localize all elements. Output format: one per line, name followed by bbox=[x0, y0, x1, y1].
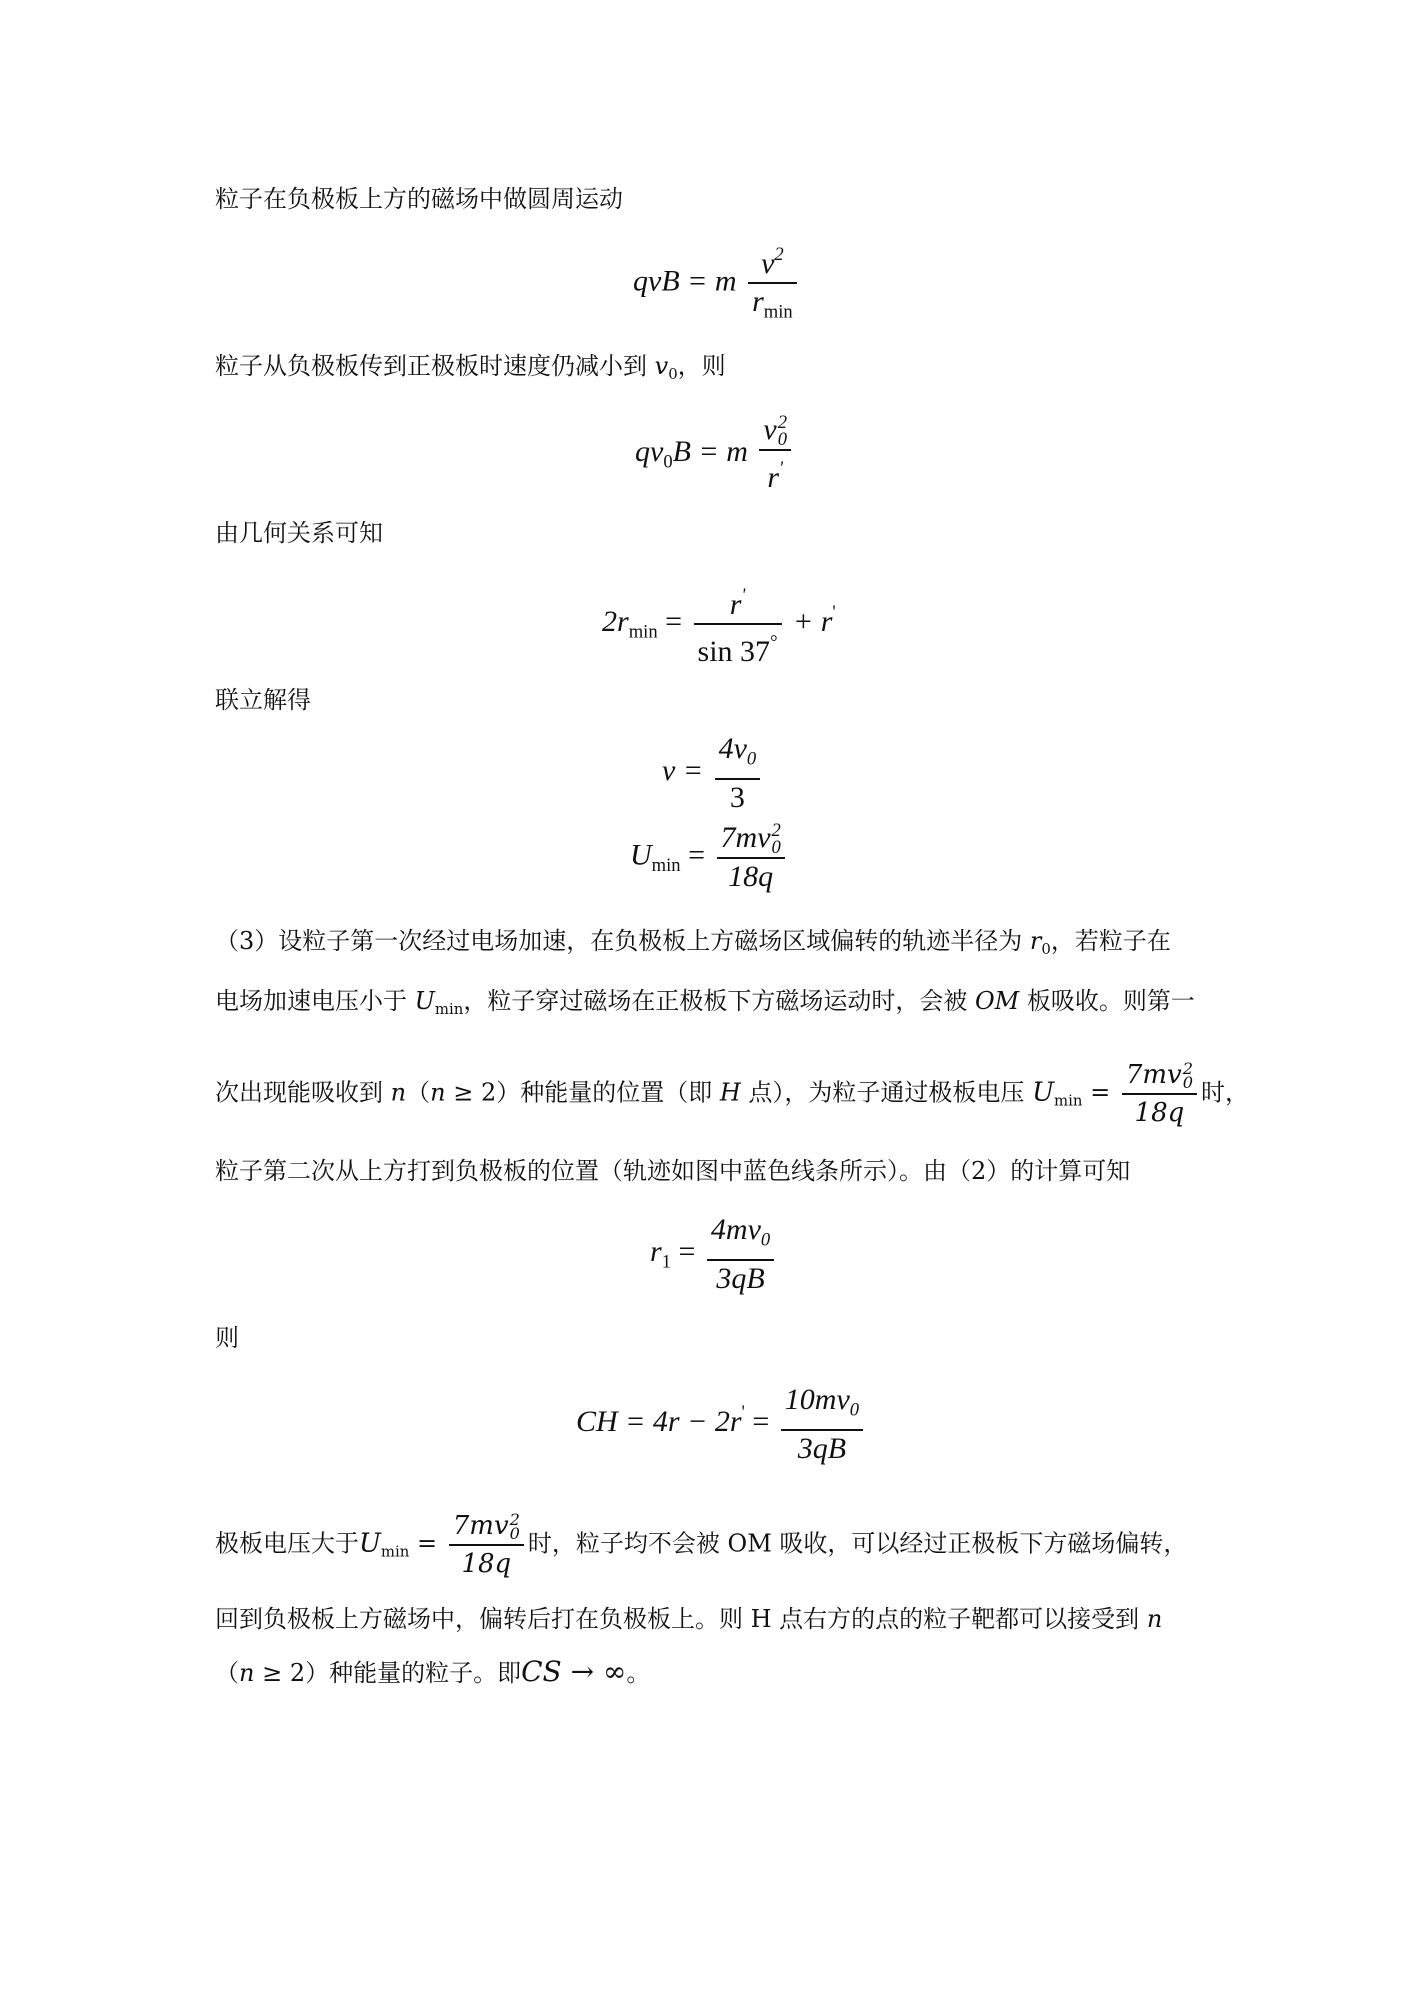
text-line-6: 电场加速电压小于 $U_{min}$，粒子穿过磁场在正极板下方磁场运动时，会被 OM 板吸收。则第一 bbox=[215, 987, 1195, 1019]
equation-1: qvB = m $\frac{v^2}{r_{min}}$ bbox=[633, 237, 801, 331]
text-line-8: 粒子第二次从上方打到负极板的位置（轨迹如图中蓝色线条所示）。由（2）的计算可知 bbox=[215, 1157, 1131, 1185]
equation-3: $2r_{min}$ = $\frac{r'}{\sin 37^\circ}$ + r' bbox=[602, 578, 836, 670]
equation-6: $r_1$ = $\frac{4mv_0}{3qB}$ bbox=[650, 1212, 778, 1297]
text-line-5: （3）设粒子第一次经过电场加速，在负极板上方磁场区域偏转的轨迹半径为 $r_0$，若粒子在 bbox=[215, 927, 1171, 959]
text-line-7: 次出现能吸收到 n（n ≥ 2）种能量的位置（即 H 点），为粒子通过极板电压 $U_{min}$ = 7mv 2 0 18q 时， bbox=[215, 1058, 1249, 1128]
equation-5: $U_{min}$ = 7mv 2 0 18q bbox=[630, 820, 789, 895]
equation-7: CH = 4r − 2r' = $\frac{10mv_0}{3qB}$ bbox=[576, 1382, 867, 1467]
text-line-11: 回到负极板上方磁场中，偏转后打在负极板上。则 H 点右方的点的粒子靶都可以接受到 n bbox=[215, 1605, 1163, 1633]
text-line-1: 粒子在负极板上方的磁场中做圆周运动 bbox=[215, 185, 623, 213]
text-line-12: （n ≥ 2）种能量的粒子。即CS → ∞。 bbox=[215, 1655, 651, 1688]
text-line-4: 联立解得 bbox=[215, 686, 311, 714]
text-line-9: 则 bbox=[215, 1324, 239, 1352]
equation-4: v = $\frac{4v_0}{3}$ bbox=[662, 731, 764, 816]
text-line-10: 极板电压大于$U_{min}$ = 7mv 2 0 18q 时，粒子均不会被 OM 吸收，可以经过正极板下方磁场偏转， bbox=[215, 1509, 1188, 1579]
text-line-2: 粒子从负极板传到正极板时速度仍减小到 $v_0$，则 bbox=[215, 352, 726, 384]
equation-2: $qv_0B = m$ v 2 0 r' bbox=[635, 412, 795, 496]
text-line-3: 由几何关系可知 bbox=[215, 519, 383, 547]
